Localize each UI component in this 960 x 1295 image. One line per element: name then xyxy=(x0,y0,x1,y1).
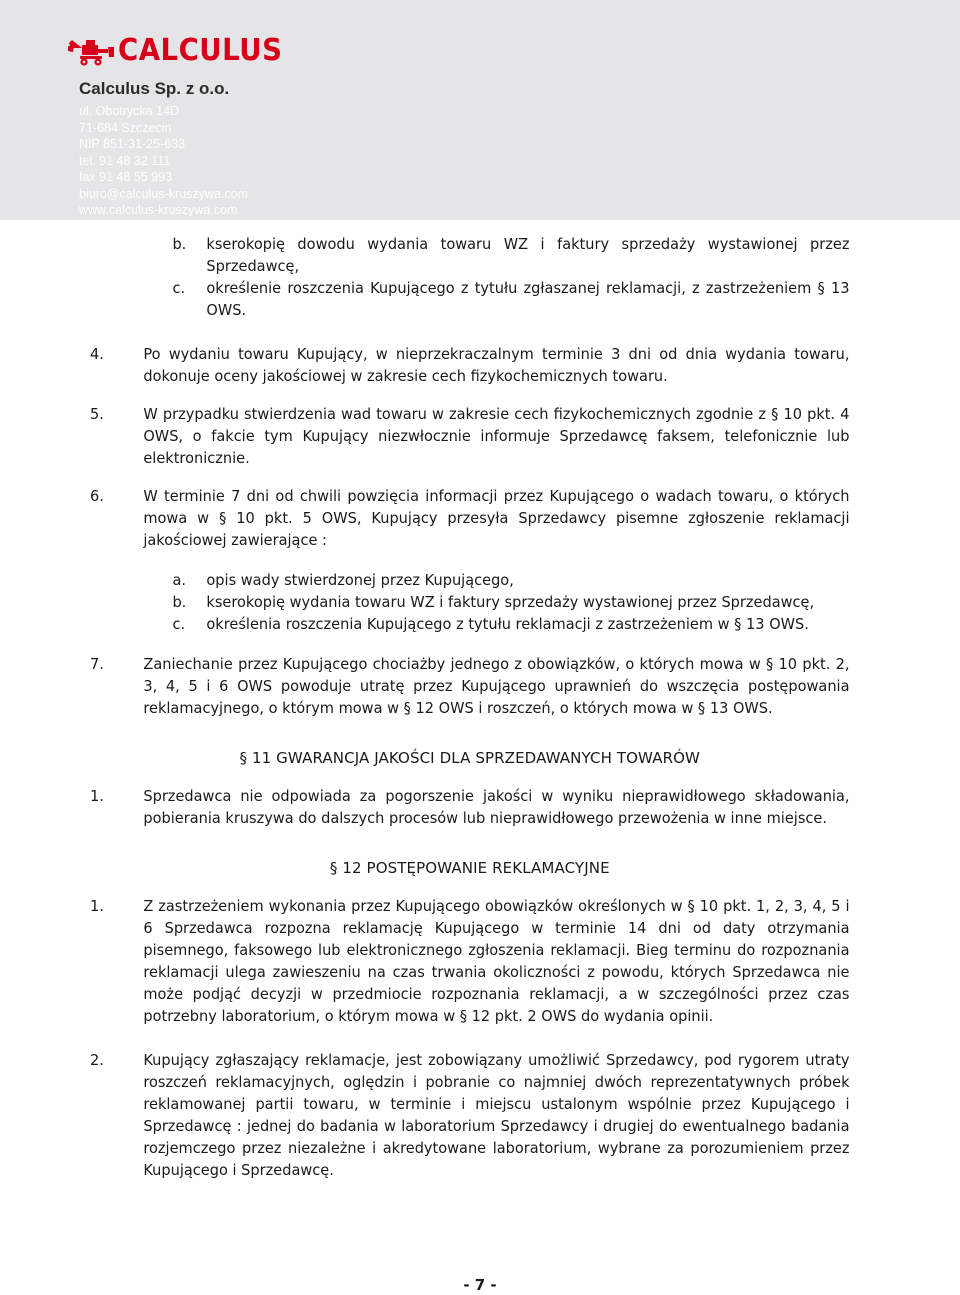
list-item xyxy=(172,569,849,591)
list-item xyxy=(172,233,849,277)
point-text: Kupujący zgłaszający reklamacje, jest zobowiązany umożliwić Sprzedawcy, pod rygorem utraty roszczeń reklamacyjnych, oględzin i pobranie co najmniej dwóch reprezentatywnych próbek reklamowanej partii towaru, w terminie i miejscu ustalonym wspólnie przez Kupującego i Sprzedawcę : jednej do badania w laboratorium Sprzedawcy i drugiej do ewentualnego badania rozjemczego przez niezależne i akredytowane laboratorium, wybrane za porozumieniem przez Kupującego i Sprzedawcę. xyxy=(143,1051,850,1179)
point-text: Zaniechanie przez Kupującego chociażby jednego z obowiązków, o których mowa w § 10 pkt. 2, 3, 4, 5 i 6 OWS powoduje utratę przez Kupującego uprawnień do wszczęcia postępowania reklamacyjnego, o którym mowa w § 12 OWS i roszczeń, o których mowa w § 13 OWS. xyxy=(143,655,850,717)
numbered-point xyxy=(90,343,850,387)
section-heading: § 11 GWARANCJA JAKOŚCI DLA SPRZEDAWANYCH TOWARÓW xyxy=(239,749,701,767)
company-name: Calculus Sp. z o.o. xyxy=(79,79,230,98)
sub-list xyxy=(172,569,849,635)
list-label: c. xyxy=(172,279,186,297)
list-text: kserokopię dowodu wydania towaru WZ i faktury sprzedaży wystawionej przez Sprzedawcę, xyxy=(206,235,850,275)
list-label: b. xyxy=(172,593,187,611)
numbered-point xyxy=(90,895,850,1027)
list-item xyxy=(172,591,849,613)
list-label: a. xyxy=(172,571,186,589)
contact-fax: fax 91 48 55 993 xyxy=(79,170,173,184)
point-text: Po wydaniu towaru Kupujący, w nieprzekraczalnym terminie 3 dni od dnia wydania towaru, dokonuje oceny jakościowej w zakresie cech fizykochemicznych towaru. xyxy=(143,345,850,385)
excavator-icon xyxy=(68,36,114,66)
numbered-point xyxy=(90,653,850,719)
list-text: opis wady stwierdzonej przez Kupującego, xyxy=(206,571,514,589)
point-number: 2. xyxy=(90,1051,104,1069)
point-number: 5. xyxy=(90,405,104,423)
contact-phone: tel. 91 48 32 111 xyxy=(79,153,171,168)
letterhead xyxy=(0,0,960,220)
section-heading: § 12 POSTĘPOWANIE REKLAMACYJNE xyxy=(329,859,610,877)
list-text: określenie roszczenia Kupującego z tytułu zgłaszanej reklamacji, z zastrzeżeniem § 13 OWS. xyxy=(206,279,850,319)
point-text: W terminie 7 dni od chwili powzięcia informacji przez Kupującego o wadach towaru, o których mowa w § 10 pkt. 5 OWS, Kupujący przesyła Sprzedawcy pisemne zgłoszenie reklamacji jakościowej zawierające : xyxy=(143,487,850,549)
contact-website: www.calculus-kruszywa.com xyxy=(79,203,238,217)
document-body xyxy=(90,233,850,1181)
company-logo xyxy=(68,33,297,69)
list-label: c. xyxy=(172,615,186,633)
point-text: Sprzedawca nie odpowiada za pogorszenie jakości w wyniku nieprawidłowego składowania, pobierania kruszywa do dalszych procesów lub nieprawidłowego przewożenia w inne miejsce. xyxy=(143,787,850,827)
point-text: Z zastrzeżeniem wykonania przez Kupującego obowiązków określonych w § 10 pkt. 1, 2, 3, 4, 5 i 6 Sprzedawca rozpozna reklamację Kupującego w terminie 14 dni od daty otrzymania pisemnego, faksowego lub elektronicznego zgłoszenia reklamacji. Bieg terminu do rozpoznania reklamacji ulega zawieszeniu na czas trwania okoliczności z powodu, których Sprzedawca nie może podjąć decyzji w przedmiocie rozpoznania reklamacji, a w szczególności przez czas potrzebny laboratorium, o którym mowa w § 12 pkt. 2 OWS do wydania opinii. xyxy=(143,897,850,1025)
page-number: - 7 - xyxy=(463,1276,497,1294)
list-item xyxy=(172,613,849,635)
point-text: W przypadku stwierdzenia wad towaru w zakresie cech fizykochemicznych zgodnie z § 10 pkt. 4 OWS, o fakcie tym Kupujący niezwłocznie informuje Sprzedawcę faksem, telefonicznie lub elektronicznie. xyxy=(143,405,850,467)
list-text: kserokopię wydania towaru WZ i faktury sprzedaży wystawionej przez Sprzedawcę, xyxy=(206,593,815,611)
list-label: b. xyxy=(172,235,187,253)
point-number: 1. xyxy=(90,897,104,915)
numbered-point xyxy=(90,485,850,551)
point-number: 6. xyxy=(90,487,104,505)
numbered-point xyxy=(90,785,850,829)
continued-sub-list xyxy=(172,233,849,321)
numbered-point xyxy=(90,403,850,469)
contact-email: biuro@calculus-kruszywa.com xyxy=(79,186,248,201)
numbered-point xyxy=(90,1049,850,1181)
point-number: 1. xyxy=(90,787,104,805)
point-number: 4. xyxy=(90,345,104,363)
list-item xyxy=(172,277,849,321)
logo-wordmark: CALCULUS xyxy=(118,33,283,68)
list-text: określenia roszczenia Kupującego z tytułu reklamacji z zastrzeżeniem w § 13 OWS. xyxy=(206,615,809,633)
contact-address: ul. Obotrycka 14D xyxy=(79,104,180,118)
point-number: 7. xyxy=(90,655,104,673)
contact-city: 71-684 Szczecin xyxy=(79,120,172,135)
contact-nip: NIP 851-31-25-633 xyxy=(79,137,186,151)
contact-details xyxy=(79,103,248,219)
